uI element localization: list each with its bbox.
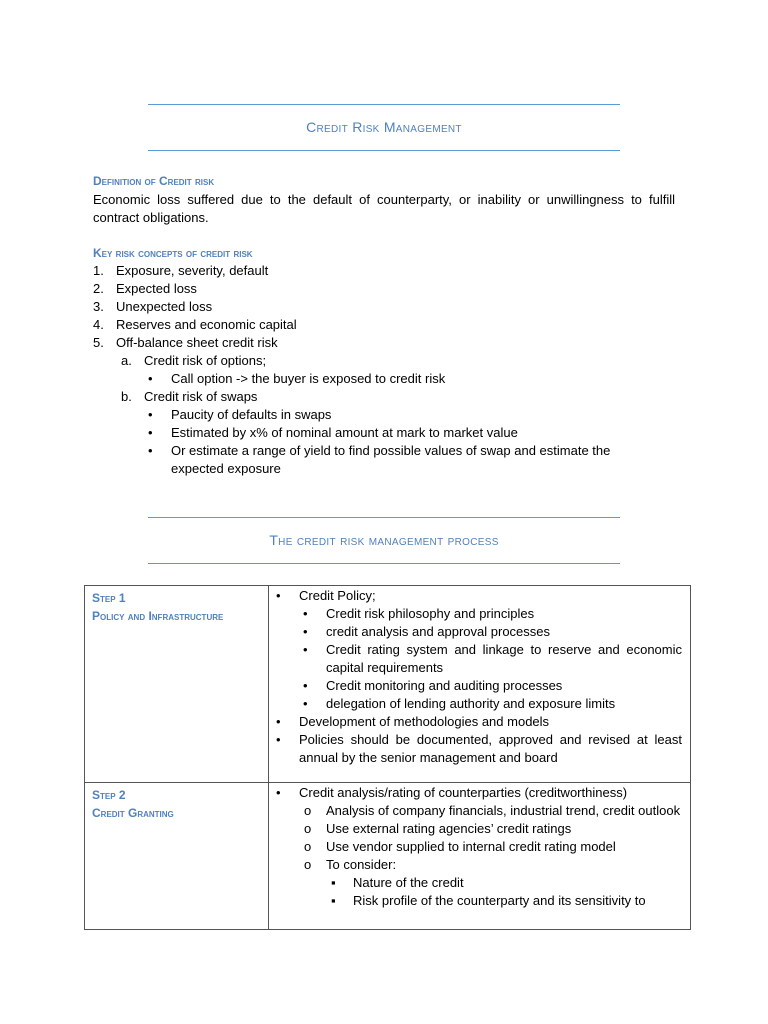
bullet-icon: • <box>148 425 153 440</box>
bullet-icon: • <box>148 371 153 386</box>
list-item: 4. Reserves and economic capital <box>93 317 297 332</box>
step-content-cell: • Credit Policy; • Credit risk philosophy and principles • credit analysis and approval processes • Credit rating system and linkage to reserve and economic capital requirements • Credit monitoring and auditing processes • delegation of lending authority and exposure limits • Development of methodologies and models • Policies should be documented, approved and revised at least annual by the senior management and board <box>269 586 691 783</box>
top-rule-1 <box>148 104 620 105</box>
sub-item-b: b. Credit risk of swaps <box>121 389 258 404</box>
bullet-item: • Call option -> the buyer is exposed to credit risk <box>148 371 446 386</box>
definition-heading: Definition of Credit risk <box>93 174 215 188</box>
section-rule-2 <box>148 563 620 564</box>
square-bullet-icon: ▪ <box>331 893 336 908</box>
section-rule-1 <box>148 517 620 518</box>
top-rule-2 <box>148 150 620 151</box>
sub-item-a: a. Credit risk of options; <box>121 353 267 368</box>
list-item: 2. Expected loss <box>93 281 197 296</box>
definition-text: Economic loss suffered due to the default of counterparty, or inability or unwillingness to fulfill contract obligations. <box>93 192 675 225</box>
bullet-item: • Estimated by x% of nominal amount at mark to market value <box>148 425 518 440</box>
bullet-icon: • <box>276 732 281 747</box>
bullet-icon: • <box>303 696 308 711</box>
step-number: Step 2 <box>92 788 126 802</box>
bullet-item: • Paucity of defaults in swaps <box>148 407 332 422</box>
bullet-icon: • <box>276 785 281 800</box>
page-title: Credit Risk Management <box>306 119 462 135</box>
circle-bullet-icon: o <box>304 803 312 818</box>
bullet-icon: • <box>303 678 308 693</box>
bullet-icon: • <box>303 624 308 639</box>
step-label-cell <box>85 783 269 930</box>
step-content-cell: • Credit analysis/rating of counterparties (creditworthiness) o Analysis of company financials, industrial trend, credit outlook o Use external rating agencies’ credit ratings o Use vendor supplied to internal credit rating model o To consider: ▪ Nature of the credit ▪ Risk profile of the counterparty and its sensitivity to <box>269 783 691 930</box>
bullet-icon: • <box>276 588 281 603</box>
bullet-icon: • <box>148 407 153 422</box>
bullet-icon: • <box>276 714 281 729</box>
process-table <box>84 585 691 930</box>
bullet-item: • Or estimate a range of yield to find possible values of swap and estimate the expected exposure <box>148 443 611 476</box>
circle-bullet-icon: o <box>304 839 312 854</box>
step-name: Credit Granting <box>92 806 174 820</box>
process-title: The credit risk management process <box>269 532 499 548</box>
table-row <box>85 783 691 930</box>
circle-bullet-icon: o <box>304 821 312 836</box>
square-bullet-icon: ▪ <box>331 875 336 890</box>
table-row <box>85 586 691 783</box>
bullet-icon: • <box>148 443 153 458</box>
list-item: 5. Off-balance sheet credit risk <box>93 335 278 350</box>
step-number: Step 1 <box>92 591 126 605</box>
list-item: 1. Exposure, severity, default <box>93 263 269 278</box>
bullet-icon: • <box>303 606 308 621</box>
key-concepts-heading: Key risk concepts of credit risk <box>93 246 253 260</box>
key-concepts-list <box>93 262 673 478</box>
step-name: Policy and Infrastructure <box>92 609 224 623</box>
circle-bullet-icon: o <box>304 857 312 872</box>
list-item: 3. Unexpected loss <box>93 299 213 314</box>
step-label-cell <box>85 586 269 783</box>
bullet-icon: • <box>303 642 308 657</box>
